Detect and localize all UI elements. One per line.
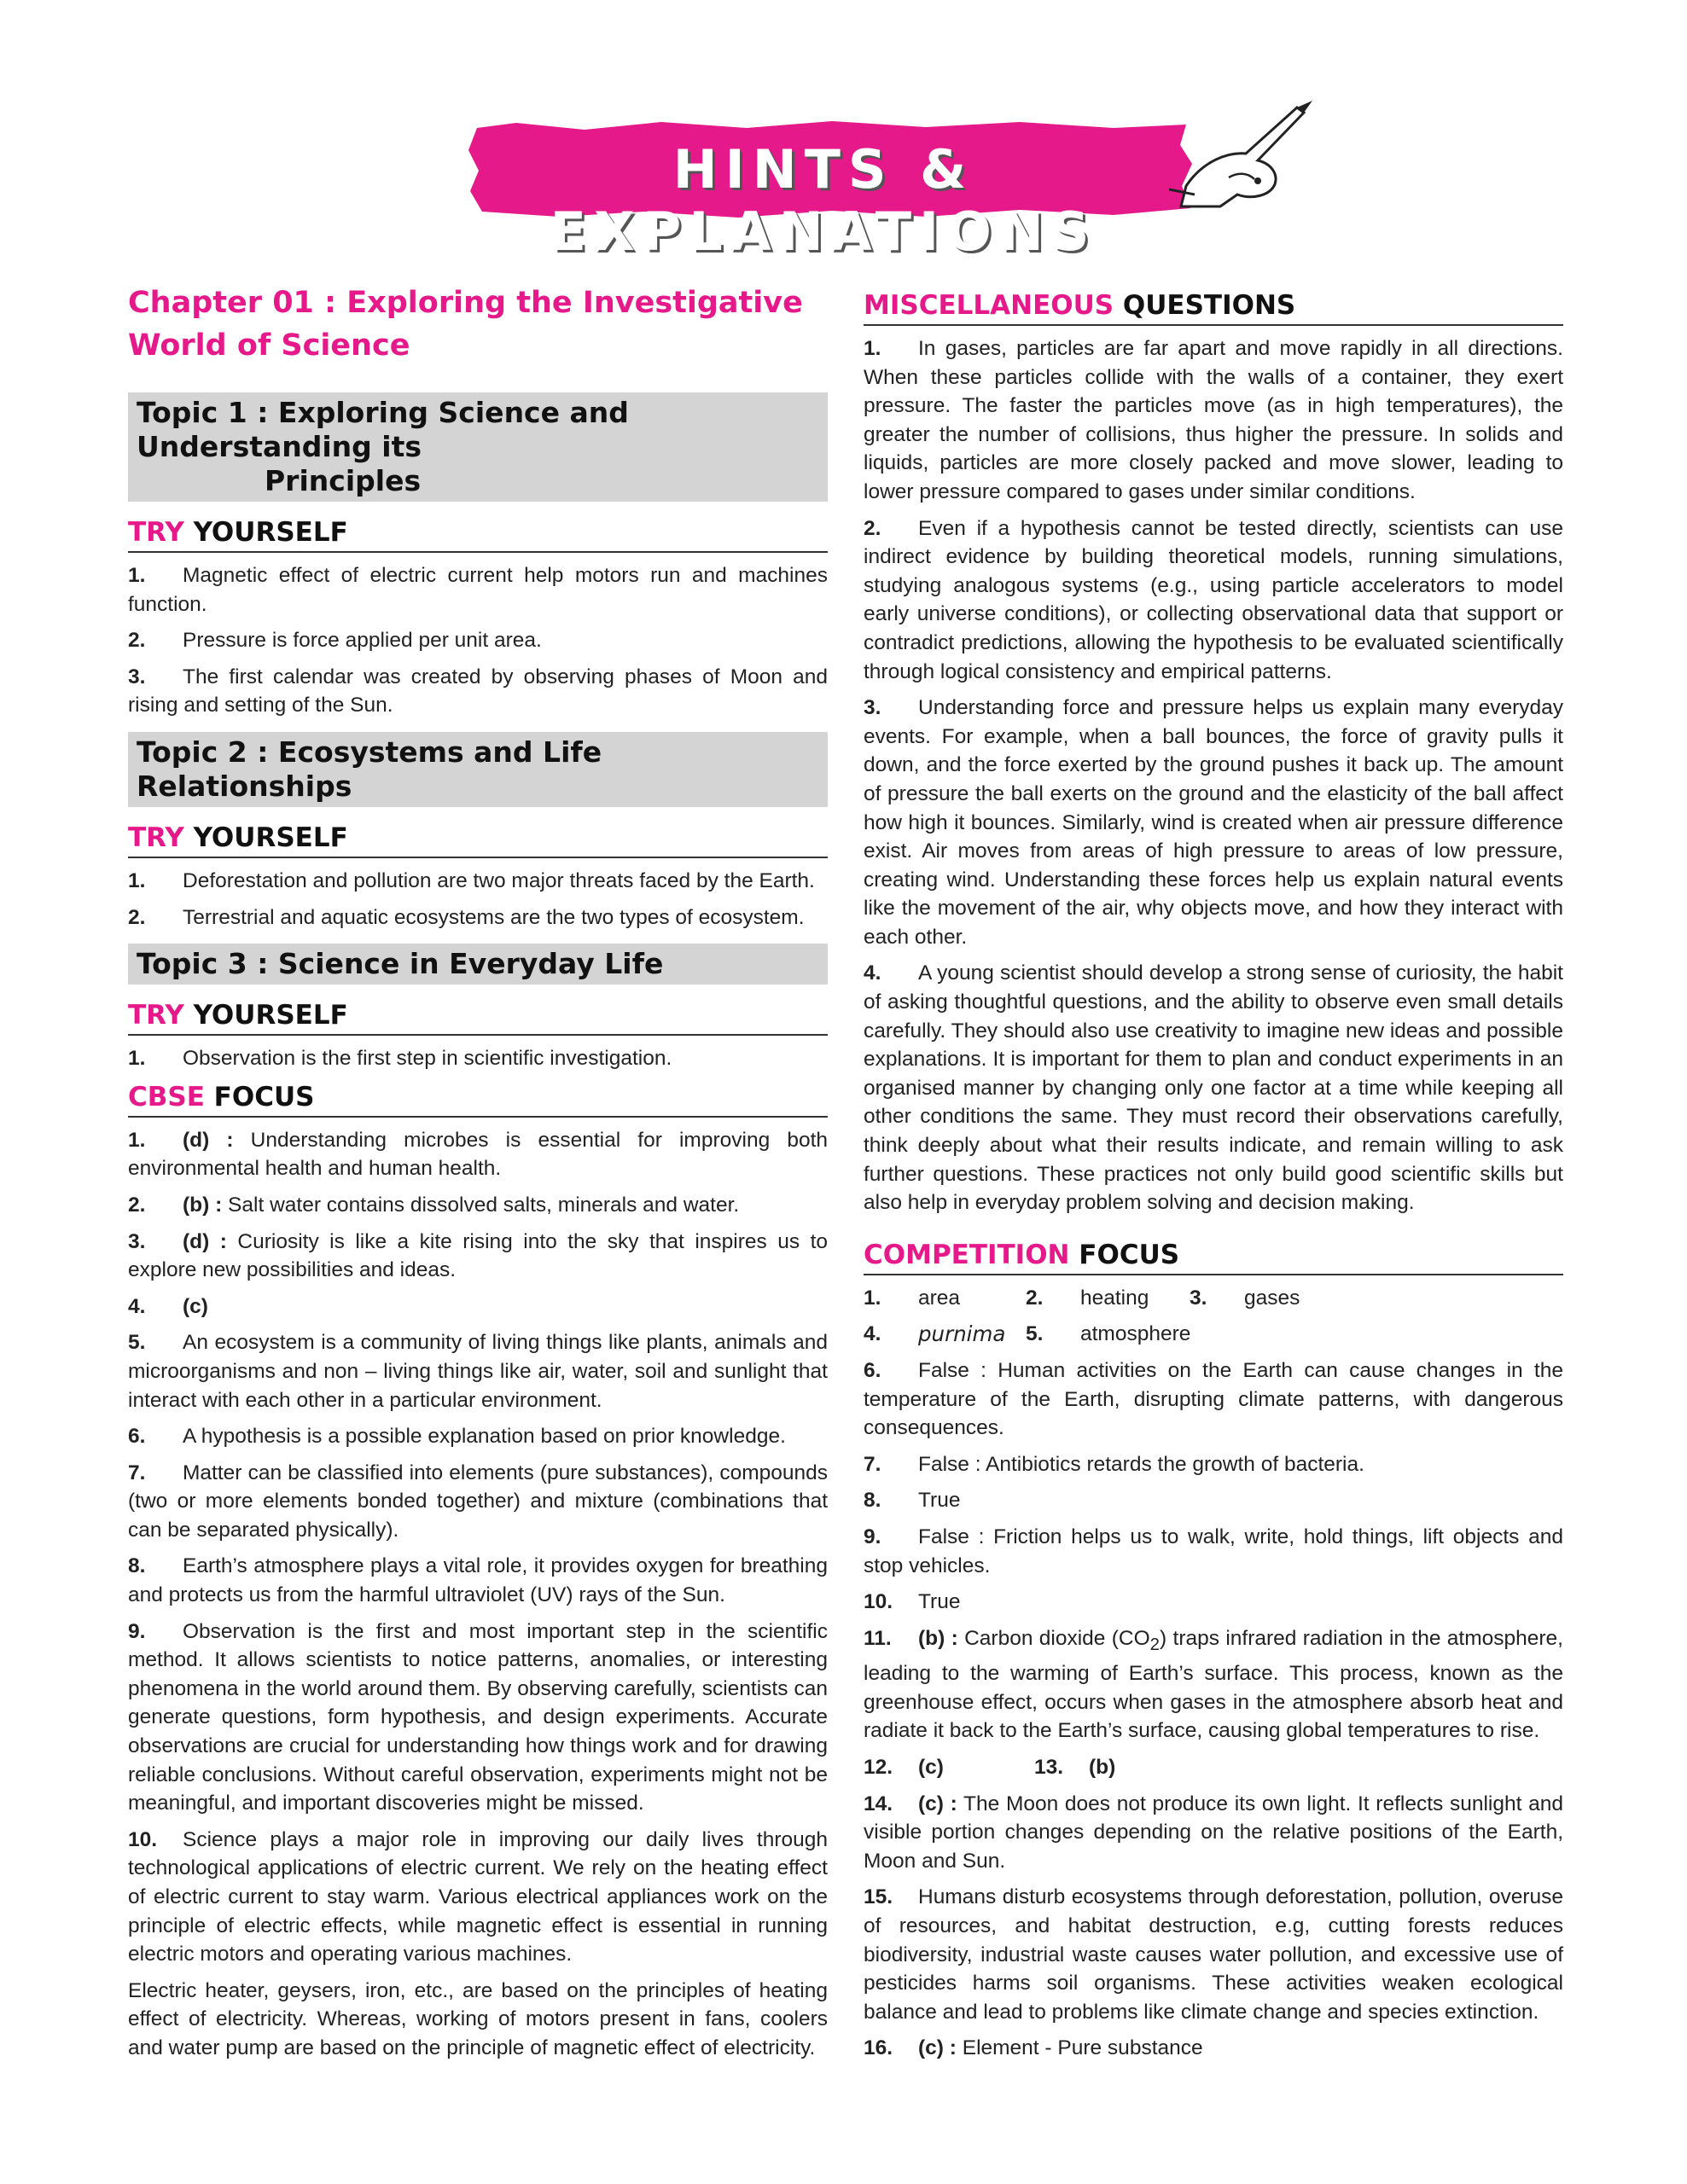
- item-number: 16.: [864, 2036, 893, 2060]
- answer-item: [128, 663, 828, 720]
- topic-1-answers: [128, 561, 828, 720]
- item-number: 7.: [864, 1452, 881, 1476]
- item-text: Pressure is force applied per unit area.: [183, 629, 542, 653]
- item-number: 13.: [1034, 1756, 1064, 1780]
- item-number: 4.: [864, 961, 881, 985]
- section-rest: YOURSELF: [183, 517, 348, 548]
- topic-1-heading: [128, 392, 828, 502]
- topic-2-answers: [128, 867, 828, 932]
- item-text: Humans disturb ecosystems through deforestation, pollution, overuse of resources, and habitat destruction, e.g, cutting forests reduces biodiversity, industrial waste causes water pollution, and excessive use of pesticides harms soil organisms. These activities weaken ecological balance and lead to problems like climate change and species extinction.: [864, 1885, 1563, 2024]
- item-text: Science plays a major role in improving our daily lives through technological applications of electric current. We rely on the heating effect of electric current to stay warm. Various electrical appliances work on the principle of electric effects, while magnetic effect is essential in running electric motors and operating various machines.: [128, 1827, 828, 1966]
- answer-item: [128, 1126, 828, 1183]
- item-number: 1.: [864, 337, 881, 360]
- item-number: 12.: [864, 1756, 893, 1780]
- item-text: Element - Pure substance: [956, 2036, 1203, 2060]
- competition-answers: [864, 1356, 1563, 1617]
- answer-value: area: [918, 1286, 961, 1310]
- item-number: 1.: [128, 564, 146, 587]
- cbse-focus-heading: [128, 1082, 828, 1118]
- right-column: [864, 282, 1563, 2071]
- answer-option: (d) :: [183, 1128, 234, 1152]
- answer-item: [128, 1044, 828, 1073]
- item-number: 3.: [1190, 1286, 1207, 1310]
- item-number: 5.: [1026, 1322, 1044, 1346]
- answer-item: [864, 959, 1563, 1217]
- item-number: 2.: [128, 1193, 146, 1217]
- item-number: 5.: [128, 1331, 146, 1355]
- item-text: Understanding microbes is essential for improving both environmental health and human health.: [128, 1128, 829, 1181]
- item-text: True: [918, 1489, 961, 1513]
- item-number: 3.: [128, 665, 146, 688]
- subscript: 2: [1149, 1635, 1161, 1654]
- item-number: 14.: [864, 1792, 893, 1815]
- item-number: 10.: [864, 1590, 893, 1614]
- competition-answers-2: [864, 1790, 1563, 2063]
- answer-item: [864, 514, 1563, 687]
- item-text: A hypothesis is a possible explanation based on prior knowledge.: [183, 1425, 786, 1449]
- competition-item-11: [864, 1624, 1563, 1745]
- misc-answers: [864, 334, 1563, 1217]
- answer-item: [864, 1790, 1563, 1876]
- item-number: 9.: [864, 1525, 881, 1548]
- section-accent: COMPETITION: [864, 1239, 1070, 1270]
- answer-item: [128, 1191, 828, 1220]
- answer-value: heating: [1080, 1286, 1149, 1310]
- left-column: [128, 282, 828, 2071]
- item-text: Earth’s atmosphere plays a vital role, it provides oxygen for breathing and protects us from the harmful ultraviolet (UV) rays of the Sun.: [128, 1554, 828, 1607]
- item-text: A young scientist should develop a strong sense of curiosity, the habit of asking thoughtful questions, and the ability to observe even small details carefully. They should also use creativity to imagine new ideas and possible explanations. It is important for them to plan and conduct experiments in an organised manner by changing only one factor at a time while keeping all other conditions the same. They must record their observations carefully, think deeply about what their results indicate, and remain willing to ask further questions. These practices not only build good scientific skills but also help in everyday problem solving and decision making.: [864, 961, 1563, 1215]
- answer-value: atmosphere: [1080, 1322, 1191, 1346]
- answer-item: [128, 1459, 828, 1545]
- section-accent: CBSE: [128, 1081, 205, 1112]
- answer-option: (b) :: [918, 1626, 958, 1650]
- answer-item: [128, 561, 828, 619]
- item-text: Terrestrial and aquatic ecosystems are the two types of ecosystem.: [183, 905, 805, 929]
- answer-item: [128, 1228, 828, 1285]
- item-number: 7.: [128, 1461, 146, 1484]
- topic-1-line2: Principles: [265, 464, 422, 497]
- item-number: 2.: [1026, 1286, 1044, 1310]
- answer-value: gases: [1244, 1286, 1300, 1310]
- header-banner: [465, 119, 1199, 263]
- answer-item: [864, 694, 1563, 951]
- item-number: 1.: [128, 868, 146, 892]
- answer-item: [864, 1486, 1563, 1515]
- item-number: 11.: [864, 1626, 892, 1650]
- answer-item: [128, 1422, 828, 1451]
- answer-item: [864, 1588, 1563, 1617]
- item-text: ) traps infrared radiation in the atmosphere, leading to the warming of Earth’s surface. This process, known as the greenhouse effect, occurs when gases in the atmosphere absorb heat and radiate it back to the Earth’s surface, causing global temperatures to rise.: [864, 1626, 1563, 1743]
- item-number: 1.: [864, 1286, 881, 1310]
- section-accent: TRY: [128, 1000, 184, 1031]
- item-number: 2.: [128, 905, 146, 929]
- chapter-title: Chapter 01 : Exploring the Investigative World of Science: [128, 286, 803, 363]
- item-number: 4.: [128, 1294, 146, 1318]
- answer-item: [128, 1826, 828, 1969]
- try-yourself-heading-1: [128, 517, 828, 553]
- answer-option: (c) :: [918, 1792, 957, 1815]
- item-number: 8.: [864, 1489, 881, 1513]
- item-text: False : Friction helps us to walk, write, hold things, lift objects and stop vehicles.: [864, 1525, 1563, 1577]
- item-text: Observation is the first step in scientific investigation.: [183, 1047, 672, 1071]
- item-number: 3.: [864, 696, 881, 720]
- answer-item: [128, 1328, 828, 1414]
- answer-item: [864, 2034, 1563, 2063]
- item-number: 1.: [128, 1128, 146, 1152]
- item-text: False : Human activities on the Earth can cause changes in the temperature of the Earth, disrupting climate patterns, with dangerous consequences.: [864, 1359, 1563, 1440]
- cbse-answers: [128, 1126, 828, 1969]
- item-text: The Moon does not produce its own light. It reflects sunlight and visible portion changes depending on the relative positions of the Earth, Moon and Sun.: [864, 1792, 1563, 1873]
- misc-questions-heading: [864, 290, 1563, 326]
- answer-option: (b) :: [183, 1193, 223, 1217]
- item-number: 6.: [128, 1425, 146, 1449]
- answer-item: [864, 1883, 1563, 2026]
- item-text: Magnetic effect of electric current help motors run and machines function.: [128, 564, 828, 616]
- answer-option: (c) :: [918, 2036, 957, 2060]
- topic-2-heading: Topic 2 : Ecosystems and Life Relationships: [128, 732, 828, 807]
- item-number: 15.: [864, 1885, 893, 1909]
- section-accent: TRY: [128, 517, 184, 548]
- section-rest: YOURSELF: [183, 822, 348, 853]
- section-accent: TRY: [128, 822, 184, 853]
- answer-item: [864, 1356, 1563, 1443]
- item-text: Carbon dioxide (CO: [957, 1626, 1150, 1650]
- writing-hand-icon: [1169, 101, 1340, 212]
- answer-item: [128, 1618, 828, 1818]
- competition-row-3: [864, 1753, 1563, 1782]
- answer-item: [128, 867, 828, 896]
- section-rest: FOCUS: [204, 1081, 315, 1112]
- try-yourself-heading-2: [128, 822, 828, 858]
- item-text: Even if a hypothesis cannot be tested directly, scientists can use indirect evidence by building theoretical models, running simulations, studying analogous systems (e.g., using particle accelerators to model early universe conditions), or collecting observational data that support or contradict predictions, allowing the hypothesis to be evaluated scientifically through logical consistency and empirical patterns.: [864, 516, 1563, 683]
- answer-value: (b): [1089, 1756, 1116, 1780]
- item-number: 6.: [864, 1359, 881, 1382]
- item-text: In gases, particles are far apart and move rapidly in all directions. When these particles collide with the walls of a container, they exert pressure. The faster the particles move (as in high temperatures), the greater the number of collisions, thus higher the pressure. In solids and liquids, particles are more closely packed and move slower, leading to lower pressure compared to gases under similar conditions.: [864, 337, 1563, 503]
- item-number: 3.: [128, 1229, 146, 1253]
- item-number: 8.: [128, 1554, 146, 1578]
- item-number: 2.: [864, 516, 881, 540]
- item-text: The first calendar was created by observing phases of Moon and rising and setting of the Sun.: [128, 665, 828, 717]
- item-text: Understanding force and pressure helps us explain many everyday events. For example, when a ball bounces, the force of gravity pulls it down, and the force exerted by the ground pushes it back up. The amount of pressure the ball exerts on the ground and the elasticity of the ball affect how high it bounces. Similarly, wind is created when air pressure difference exist. Air moves from areas of high pressure to areas of low pressure, creating wind. Understanding these forces help us explain natural events like the movement of the air, why objects move, and how they interact with each other.: [864, 696, 1563, 949]
- answer-item: [128, 903, 828, 932]
- banner-title: HINTS & EXPLANATIONS: [550, 138, 1097, 263]
- item-number: 10.: [128, 1827, 158, 1851]
- answer-option: (c): [183, 1294, 208, 1318]
- answer-item: [128, 1552, 828, 1609]
- item-text: False : Antibiotics retards the growth of bacteria.: [918, 1452, 1364, 1476]
- competition-row-1: [864, 1284, 1563, 1313]
- item-number: 1.: [128, 1047, 146, 1071]
- item-number: 9.: [128, 1619, 146, 1643]
- try-yourself-heading-3: [128, 1000, 828, 1036]
- item-number: 4.: [864, 1322, 881, 1346]
- item-text: Salt water contains dissolved salts, minerals and water.: [222, 1193, 740, 1217]
- answer-option: (d) :: [183, 1229, 227, 1253]
- item-number: 2.: [128, 629, 146, 653]
- answer-item: [864, 1450, 1563, 1479]
- section-rest: YOURSELF: [183, 1000, 348, 1031]
- item-text: True: [918, 1590, 961, 1614]
- item-text: An ecosystem is a community of living things like plants, animals and microorganisms and non – living things like air, water, soil and sunlight that interact with each other in a particular environment.: [128, 1331, 828, 1412]
- item-text: Deforestation and pollution are two major threats faced by the Earth.: [183, 868, 815, 892]
- answer-value: purnima: [918, 1321, 1006, 1347]
- item-text: Curiosity is like a kite rising into the sky that inspires us to explore new possibilities and ideas.: [128, 1229, 828, 1282]
- answer-value: (c): [918, 1756, 944, 1780]
- competition-focus-heading: [864, 1240, 1563, 1275]
- cbse-extra-paragraph: Electric heater, geysers, iron, etc., are based on the principles of heating effect of electricity. Whereas, working of motors present in fans, coolers and water pump are based on the principle of magnetic effect of electricity.: [128, 1978, 828, 2059]
- topic-1-line1: Topic 1 : Exploring Science and Understanding its: [137, 396, 629, 463]
- item-text: Observation is the first and most important step in the scientific method. It allows scientists to notice patterns, anomalies, or interesting phenomena in the world around them. By observing carefully, scientists can generate questions, form hypothesis, and design experiments. Accurate observations are crucial for understanding how things work and for drawing reliable conclusions. Without careful observation, experiments might not be meaningful, and important discoveries might be missed.: [128, 1619, 828, 1815]
- section-accent: MISCELLANEOUS: [864, 290, 1114, 321]
- section-rest: FOCUS: [1069, 1239, 1180, 1270]
- answer-item: [128, 1292, 828, 1321]
- answer-item: [864, 1523, 1563, 1580]
- topic-3-answers: [128, 1044, 828, 1073]
- answer-item: [864, 334, 1563, 507]
- item-text: Matter can be classified into elements (pure substances), compounds (two or more elements bonded together) and mixture (combinations that can be separated physically).: [128, 1461, 828, 1542]
- competition-row-2: [864, 1320, 1563, 1349]
- answer-item: [128, 626, 828, 655]
- section-rest: QUESTIONS: [1114, 290, 1296, 321]
- topic-3-heading: Topic 3 : Science in Everyday Life: [128, 944, 828, 985]
